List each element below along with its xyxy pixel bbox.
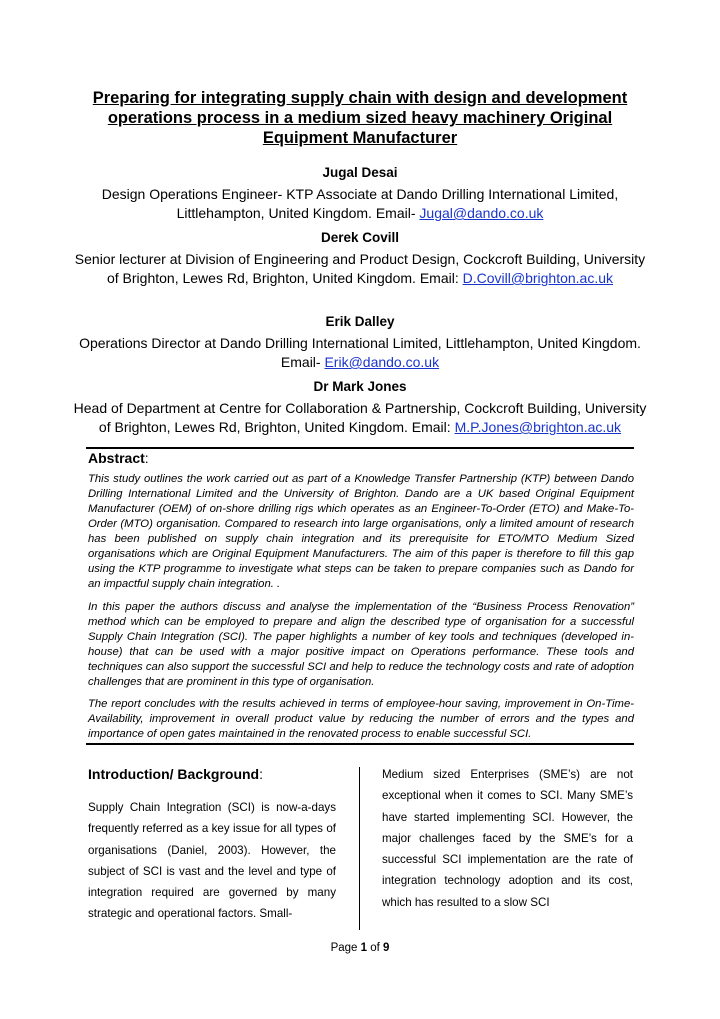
column-divider	[359, 767, 360, 930]
abstract-heading: Abstract:	[88, 450, 149, 466]
paper-title: Preparing for integrating supply chain with design and development operations process in a medium sized heavy machinery Original Equipment Manufacturer	[92, 89, 628, 147]
author-block	[70, 163, 650, 223]
author-email-link[interactable]: M.P.Jones@brighton.ac.uk	[454, 419, 622, 435]
author-block	[70, 312, 650, 372]
author-name: Derek Covill	[320, 230, 400, 245]
author-email-link[interactable]: Erik@dando.co.uk	[324, 354, 440, 370]
abstract-paragraph: This study outlines the work carried out as part of a Knowledge Transfer Partnership (KTP) between Dando Drilling International Limited and the University of Brighton. Dando are a UK based Original Equipment Manufacturer (OEM) of on-shore drilling rigs which operates as an Engineer-To-Order (ETO) and Make-To-Order (MTO) organisation. Compared to research into large organisations, only a limited amount of research has been published on supply chain integration and its prerequisite for ETO/MTO Medium Sized organisations which are Original Equipment Manufacturers. The aim of this paper is therefore to fill this gap using the KTP programme to investigate what steps can be taken to prepare companies such as Dando for an impactful supply chain integration. .	[88, 473, 634, 590]
author-block	[70, 228, 650, 288]
author-name: Erik Dalley	[325, 314, 395, 329]
author-email-link[interactable]: Jugal@dando.co.uk	[419, 205, 544, 221]
introduction-right-column: Medium sized Enterprises (SME’s) are not exceptional when it comes to SCI. Many SME’s have started implementing SCI. However, the major challenges faced by the SME’s for a successful SCI implementation are the rate of integration technology adoption and its cost, which has resulted to a slow SCI	[382, 768, 633, 909]
introduction-heading: Introduction/ Background:	[88, 766, 263, 782]
author-block	[70, 377, 650, 437]
author-affiliation: Design Operations Engineer- KTP Associate at Dando Drilling International Limited, Littlehampton, United Kingdom. Email-	[101, 186, 619, 221]
author-email-link[interactable]: D.Covill@brighton.ac.uk	[462, 270, 614, 286]
page-footer: Page 1 of 9	[330, 942, 390, 954]
author-name: Dr Mark Jones	[313, 379, 407, 394]
author-affiliation: Head of Department at Centre for Collaboration & Partnership, Cockcroft Building, University of Brighton, Lewes Rd, Brighton, United Kingdom. Email:	[73, 400, 647, 435]
abstract-bottom-rule	[86, 743, 634, 745]
author-affiliation: Senior lecturer at Division of Engineering and Product Design, Cockcroft Building, University of Brighton, Lewes Rd, Brighton, United Kingdom. Email:	[74, 251, 646, 286]
abstract-paragraph: The report concludes with the results achieved in terms of employee-hour saving, improvement in On-Time-Availability, improvement in overall product value by reducing the number of errors and the types and importance of open gates maintained in the renovated process to enable successful SCI.	[88, 698, 634, 740]
abstract-paragraph: In this paper the authors discuss and analyse the implementation of the “Business Process Renovation” method which can be employed to prepare and align the described type of organisation for a successful Supply Chain Integration (SCI). The paper highlights a number of key tools and techniques (developed in-house) that can be used with a major positive impact on Operations performance. These tools and techniques can also support the successful SCI and help to reduce the technology costs and rate of adoption challenges that are prominent in this type of organisation.	[88, 601, 634, 688]
page-number: 1	[360, 942, 368, 954]
introduction-left-column: Supply Chain Integration (SCI) is now-a-days frequently referred as a key issue for all types of organisations (Daniel, 2003). However, the subject of SCI is vast and the level and type of integration required are governed by many strategic and operational factors. Small-	[88, 801, 336, 921]
abstract-top-rule	[86, 447, 634, 449]
author-name: Jugal Desai	[322, 165, 398, 180]
page-total: 9	[383, 942, 390, 954]
author-affiliation: Operations Director at Dando Drilling International Limited, Littlehampton, United Kingdom. Email-	[79, 335, 641, 370]
